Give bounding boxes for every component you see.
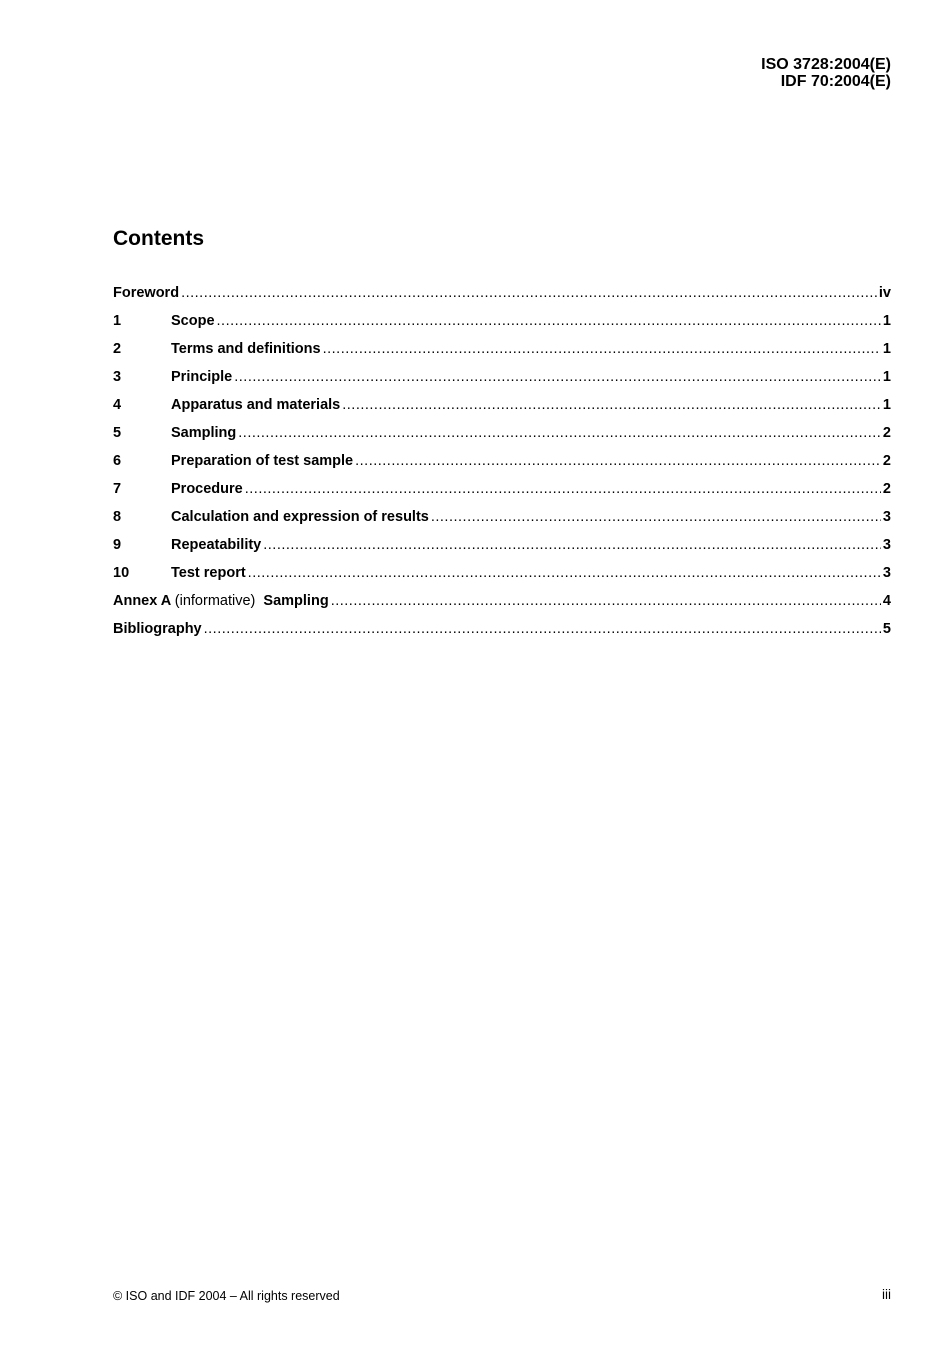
toc-leader <box>342 397 881 413</box>
toc-entry-page: 3 <box>882 565 891 581</box>
toc-leader <box>323 341 881 357</box>
toc-entry-page: iv <box>878 285 891 301</box>
toc-entry-principle[interactable] <box>113 369 891 397</box>
toc-entry-title: Foreword <box>113 285 180 301</box>
toc-leader <box>234 369 881 385</box>
toc-entry-number: 4 <box>113 397 122 413</box>
toc-entry-number: 7 <box>113 481 122 497</box>
toc-entry-number: 1 <box>113 313 122 329</box>
toc-entry-apparatus-and-materials[interactable] <box>113 397 891 425</box>
toc-entry-calculation-and-expression-of-results[interactable] <box>113 509 891 537</box>
toc-entry-number: 5 <box>113 425 122 441</box>
page-title: Contents <box>113 227 204 250</box>
toc-entry-title: Repeatability <box>171 537 262 553</box>
toc-entry-page: 2 <box>882 453 891 469</box>
toc-entry-title: Terms and definitions <box>171 341 321 357</box>
toc-entry-page: 2 <box>882 481 891 497</box>
toc-entry-title <box>113 593 329 609</box>
toc-entry-procedure[interactable] <box>113 481 891 509</box>
toc-entry-title: Test report <box>171 565 246 581</box>
toc-entry-number: 10 <box>113 565 130 581</box>
toc-entry-page: 5 <box>882 621 891 637</box>
toc-entry-number: 6 <box>113 453 122 469</box>
toc-entry-test-report[interactable] <box>113 565 891 593</box>
footer-copyright: © ISO and IDF 2004 – All rights reserved <box>113 1289 340 1303</box>
toc-leader <box>238 425 881 441</box>
toc-leader <box>181 285 877 301</box>
toc-leader <box>248 565 881 581</box>
idf-id: IDF 70:2004(E) <box>780 73 891 90</box>
toc-entry-scope[interactable] <box>113 313 891 341</box>
toc-entry-title: Scope <box>171 313 215 329</box>
toc-entry-title: Calculation and expression of results <box>171 509 429 525</box>
toc-entry-annex-a[interactable] <box>113 593 891 621</box>
toc-entry-preparation-of-test-sample[interactable] <box>113 453 891 481</box>
table-of-contents <box>113 285 891 649</box>
toc-entry-terms-and-definitions[interactable] <box>113 341 891 369</box>
toc-entry-number: 8 <box>113 509 122 525</box>
toc-entry-repeatability[interactable] <box>113 537 891 565</box>
toc-leader <box>217 313 881 329</box>
toc-leader <box>263 537 881 553</box>
toc-entry-sampling[interactable] <box>113 425 891 453</box>
toc-entry-number: 3 <box>113 369 122 385</box>
toc-entry-title: Sampling <box>171 425 237 441</box>
toc-leader <box>331 593 881 609</box>
toc-entry-number: 9 <box>113 537 122 553</box>
toc-entry-page: 3 <box>882 509 891 525</box>
toc-entry-number: 2 <box>113 341 122 357</box>
document-identifier <box>761 56 891 90</box>
toc-entry-title: Apparatus and materials <box>171 397 341 413</box>
annex-label: Annex A <box>113 593 171 609</box>
iso-id: ISO 3728:2004(E) <box>761 56 891 73</box>
toc-entry-page: 4 <box>882 593 891 609</box>
toc-entry-title: Preparation of test sample <box>171 453 354 469</box>
toc-entry-page: 1 <box>882 369 891 385</box>
toc-entry-title: Principle <box>171 369 233 385</box>
footer-page-number: iii <box>882 1287 891 1302</box>
toc-entry-page: 1 <box>882 397 891 413</box>
annex-title: Sampling <box>263 593 329 609</box>
toc-entry-page: 3 <box>882 537 891 553</box>
toc-entry-bibliography[interactable] <box>113 621 891 649</box>
toc-entry-page: 1 <box>882 313 891 329</box>
toc-entry-foreword[interactable] <box>113 285 891 313</box>
toc-entry-title: Bibliography <box>113 621 202 637</box>
toc-leader <box>431 509 881 525</box>
toc-entry-page: 1 <box>882 341 891 357</box>
toc-leader <box>204 621 881 637</box>
toc-entry-page: 2 <box>882 425 891 441</box>
annex-note: (informative) <box>174 593 256 609</box>
toc-leader <box>245 481 881 497</box>
toc-entry-title: Procedure <box>171 481 243 497</box>
toc-leader <box>355 453 881 469</box>
